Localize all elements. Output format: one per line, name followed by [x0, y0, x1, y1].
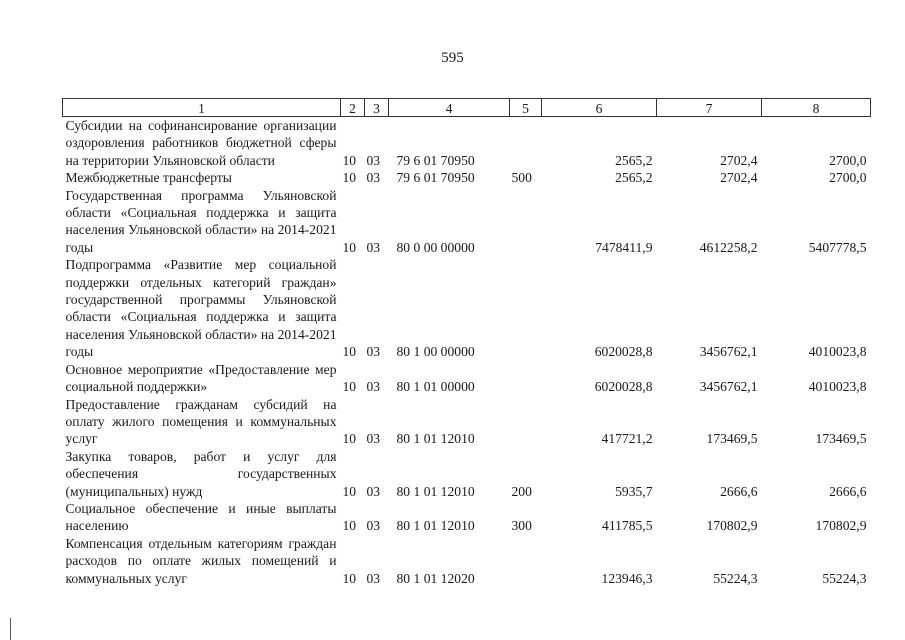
row-subsection: 03	[366, 239, 381, 255]
row-section: 10	[342, 170, 357, 186]
table-row	[63, 500, 871, 535]
row-subsection: 03	[366, 570, 381, 586]
row-section: 10	[342, 152, 357, 168]
row-expense-type	[510, 535, 542, 587]
row-value-col8: 4010023,8	[808, 344, 867, 360]
row-value-col7: 4612258,2	[699, 239, 758, 255]
row-value-col6: 7478411,9	[595, 239, 653, 255]
table-row	[63, 396, 871, 448]
row-value-col6: 5935,7	[615, 483, 653, 499]
row-value-col7: 3456762,1	[699, 344, 758, 360]
row-value-col8: 4010023,8	[808, 379, 867, 395]
row-name: Подпрограмма «Развитие мер социальной поддержки отдельных категорий граждан» государственной программы Ульяновской области «Социальная поддержка и защита населения Ульяновской области» на 2014-2021 годы	[65, 257, 337, 360]
row-value-col6: 123946,3	[601, 570, 653, 586]
row-value-col6: 6020028,8	[594, 379, 653, 395]
page-number: 595	[441, 50, 464, 66]
row-section: 10	[342, 239, 357, 255]
row-expense-type	[510, 396, 542, 448]
row-section: 10	[342, 344, 357, 360]
header-col-3: 3	[365, 99, 389, 117]
row-section: 10	[342, 570, 357, 586]
row-subsection: 03	[366, 379, 381, 395]
row-expense-type	[510, 256, 542, 360]
table-header-row	[63, 99, 871, 117]
row-section: 10	[342, 379, 357, 395]
row-section: 10	[342, 431, 357, 447]
row-expense-type	[510, 117, 542, 170]
header-col-5: 5	[510, 99, 542, 117]
row-value-col7: 2666,6	[720, 483, 758, 499]
row-value-col8: 55224,3	[822, 570, 867, 586]
row-value-col8: 2700,0	[829, 170, 867, 186]
row-name: Субсидии на софинансирование организации оздоровления работников бюджетной сферы на территории Ульяновской области	[65, 118, 337, 168]
table-row	[63, 187, 871, 257]
row-value-col7: 2702,4	[720, 170, 758, 186]
row-name: Предоставление гражданам субсидий на оплату жилого помещения и коммунальных услуг	[65, 396, 337, 447]
row-value-col8: 5407778,5	[808, 239, 867, 255]
table-row	[63, 361, 871, 396]
header-col-4: 4	[389, 99, 510, 117]
row-target-code: 79 6 01 70950	[396, 152, 475, 168]
header-col-8: 8	[762, 99, 871, 117]
table-row	[63, 256, 871, 360]
row-target-code: 79 6 01 70950	[396, 170, 475, 186]
row-expense-type: 200	[511, 483, 532, 499]
row-name: Закупка товаров, работ и услуг для обеспечения государственных (муниципальных) нужд	[65, 448, 337, 499]
row-subsection: 03	[366, 170, 381, 186]
row-target-code: 80 1 01 12010	[396, 431, 475, 447]
row-target-code: 80 1 01 00000	[396, 379, 475, 395]
row-value-col6: 2565,2	[615, 170, 653, 186]
row-section: 10	[342, 518, 357, 534]
header-col-6: 6	[542, 99, 657, 117]
row-target-code: 80 1 01 12020	[396, 570, 475, 586]
row-value-col6: 417721,2	[601, 431, 653, 447]
row-subsection: 03	[366, 483, 381, 499]
table-row	[63, 448, 871, 500]
header-col-2: 2	[341, 99, 365, 117]
row-subsection: 03	[366, 431, 381, 447]
row-name: Социальное обеспечение и иные выплаты населению	[65, 500, 337, 534]
row-value-col7: 170802,9	[706, 518, 758, 534]
row-value-col6: 411785,5	[602, 518, 653, 534]
row-section: 10	[342, 483, 357, 499]
row-value-col8: 2666,6	[829, 483, 867, 499]
budget-table	[62, 98, 871, 587]
row-target-code: 80 1 01 12010	[396, 518, 475, 534]
row-target-code: 80 0 00 00000	[396, 239, 475, 255]
row-target-code: 80 1 01 12010	[396, 483, 475, 499]
row-value-col7: 2702,4	[720, 152, 758, 168]
row-expense-type	[510, 187, 542, 257]
table-row	[63, 117, 871, 170]
row-value-col8: 2700,0	[829, 152, 867, 168]
row-subsection: 03	[366, 344, 381, 360]
row-value-col8: 170802,9	[815, 518, 867, 534]
table-row	[63, 169, 871, 186]
row-expense-type: 300	[511, 518, 532, 534]
row-value-col6: 2565,2	[615, 152, 653, 168]
row-subsection: 03	[366, 518, 381, 534]
header-col-7: 7	[657, 99, 762, 117]
row-name: Государственная программа Ульяновской области «Социальная поддержка и защита населения Ульяновской области» на 2014-2021 годы	[65, 187, 337, 255]
row-value-col7: 173469,5	[706, 431, 758, 447]
row-target-code: 80 1 00 00000	[396, 344, 475, 360]
row-value-col6: 6020028,8	[594, 344, 653, 360]
row-value-col8: 173469,5	[815, 431, 867, 447]
row-name: Межбюджетные трансферты	[65, 170, 232, 186]
table-row	[63, 535, 871, 587]
row-name: Основное мероприятие «Предоставление мер социальной поддержки»	[65, 361, 337, 395]
row-expense-type	[510, 361, 542, 396]
margin-divider	[10, 618, 11, 640]
row-subsection: 03	[366, 152, 381, 168]
row-expense-type: 500	[511, 170, 532, 186]
header-col-1: 1	[63, 99, 341, 117]
row-value-col7: 3456762,1	[699, 379, 758, 395]
row-name: Компенсация отдельным категориям граждан расходов по оплате жилых помещений и коммунальных услуг	[65, 535, 337, 586]
row-value-col7: 55224,3	[713, 570, 758, 586]
